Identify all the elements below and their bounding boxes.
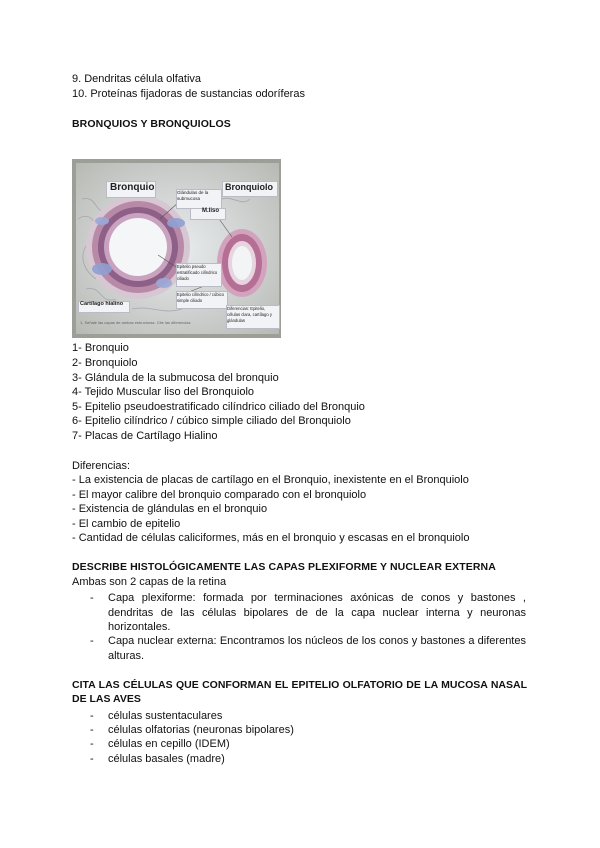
bullet-celula: células en cepillo (IDEM) <box>108 738 230 750</box>
list-item-10: 10. Proteínas fijadoras de sustancias odoríferas <box>72 88 305 100</box>
figure-caption: 1. Señale las capas de ambas estructuras. Cite las diferencias <box>80 320 191 325</box>
difference-item: - La existencia de placas de cartílago en el Bronquio, inexistente en el Bronquiolo <box>72 474 469 486</box>
section-title-capas: DESCRIBE HISTOLÓGICAMENTE LAS CAPAS PLEXIFORME Y NUCLEAR EXTERNA <box>72 561 496 573</box>
label-diferencias: Diferencias: Epitelio, células clara, cartílago y glándulas <box>227 306 272 323</box>
list-item: 1- Bronquio <box>72 342 129 354</box>
difference-item: - El mayor calibre del bronquio comparado con el bronquiolo <box>72 489 367 501</box>
list-item: 5- Epitelio pseudoestratificado cilíndrico ciliado del Bronquio <box>72 401 365 413</box>
bullet-celula: células sustentaculares <box>108 710 223 722</box>
label-glandulas: Glándulas de la submucosa <box>177 190 209 201</box>
label-cartilago: Cartílago hialino <box>80 301 124 307</box>
section-intro: Ambas son 2 capas de la retina <box>72 576 227 588</box>
bronchi-figure <box>72 159 281 338</box>
bullet-celula: células olfatorias (neuronas bipolares) <box>108 724 294 736</box>
bullet-dash: - <box>90 635 94 647</box>
bullet-capa-plexiforme: Capa plexiforme: formada por terminaciones axónicas de conos y bastones , dendritas de las células bipolares de de la capa nuclear interna y neuronas horizontales. <box>108 592 526 633</box>
label-epitelio-cil: Epitelio cilíndrico / cúbico simple ciliado <box>177 292 225 303</box>
bullet-celula: células basales (madre) <box>108 753 225 765</box>
differences-title: Diferencias: <box>72 460 131 472</box>
difference-item: - Cantidad de células caliciformes, más en el bronquio y escasas en el bronquiolo <box>72 532 470 544</box>
label-mliso: M.liso <box>202 208 220 214</box>
bullet-dash: - <box>90 738 94 750</box>
label-epitelio-pseudo: Epitelio pseudo estratificado cilíndrico ciliado <box>177 264 218 281</box>
list-item: 7- Placas de Cartílago Hialino <box>72 430 218 442</box>
label-bronquio: Bronquio <box>110 182 155 193</box>
list-item-9: 9. Dendritas célula olfativa <box>72 73 202 85</box>
bullet-dash: - <box>90 753 94 765</box>
bronchiole-ring <box>217 229 267 297</box>
bullet-dash: - <box>90 592 94 604</box>
difference-item: - El cambio de epitelio <box>72 518 181 530</box>
section-title-epitelio-olfatorio: CITA LAS CÉLULAS QUE CONFORMAN EL EPITELIO OLFATORIO DE LA MUCOSA NASAL DE LAS AVES <box>72 679 527 705</box>
label-bronquiolo: Bronquiolo <box>225 182 273 192</box>
bronchus-ring <box>86 195 190 299</box>
difference-item: - Existencia de glándulas en el bronquio <box>72 503 268 515</box>
bullet-capa-nuclear: Capa nuclear externa: Encontramos los núcleos de los conos y bastones a diferentes alturas. <box>108 635 526 662</box>
list-item: 3- Glándula de la submucosa del bronquio <box>72 372 279 384</box>
bullet-dash: - <box>90 724 94 736</box>
bullet-dash: - <box>90 710 94 722</box>
list-item: 6- Epitelio cilíndrico / cúbico simple ciliado del Bronquiolo <box>72 415 351 427</box>
list-item: 4- Tejido Muscular liso del Bronquiolo <box>72 386 255 398</box>
section-title-bronquios: BRONQUIOS Y BRONQUIOLOS <box>72 118 231 130</box>
list-item: 2- Bronquiolo <box>72 357 138 369</box>
